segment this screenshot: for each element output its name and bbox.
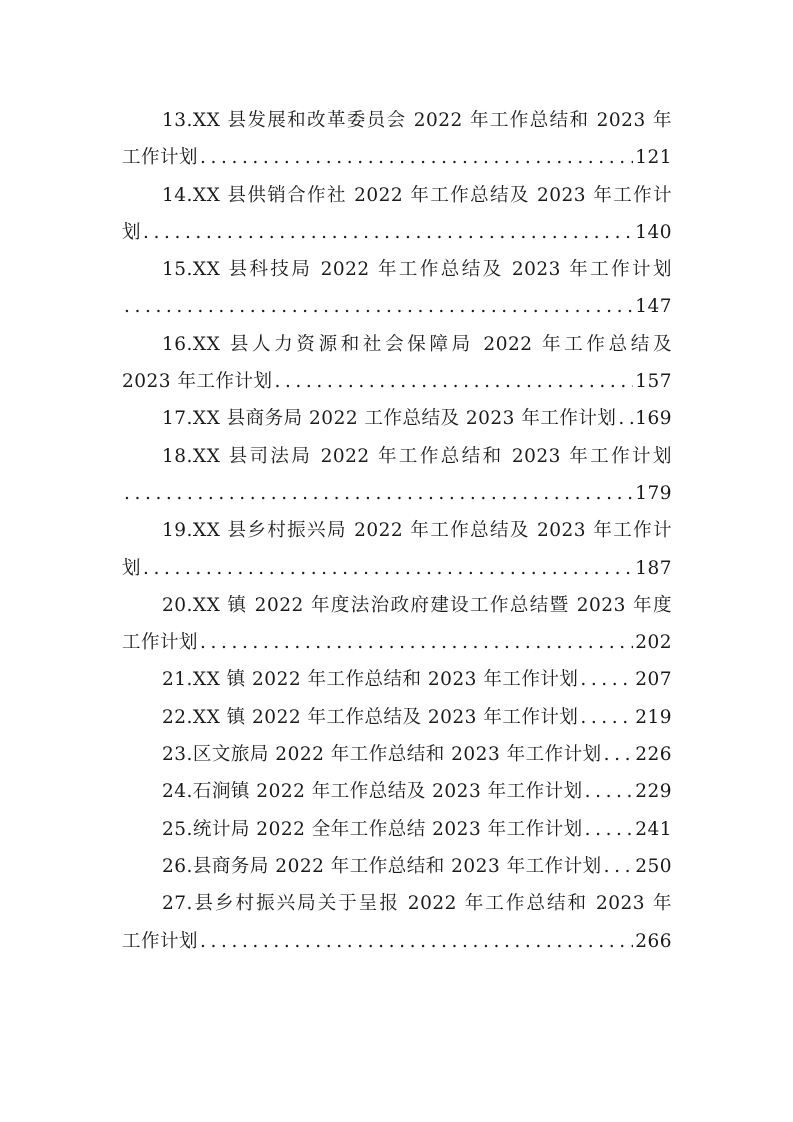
dot-leader xyxy=(143,214,633,251)
toc-entry-26[interactable] xyxy=(122,848,672,885)
dot-leader xyxy=(604,848,634,885)
toc-entry-title: 15.XX 县科技局 2022 年工作总结及 2023 年工作计划 xyxy=(162,259,672,281)
toc-page-number: 147 xyxy=(635,296,672,318)
toc-entry-title-cont: 工作计划 xyxy=(122,632,199,654)
toc-page-number: 226 xyxy=(635,744,672,766)
toc-entry-title: 25.统计局 2022 全年工作总结 2023 年工作计划 xyxy=(162,818,583,840)
toc-page-number: 250 xyxy=(635,855,672,877)
toc-entry-19[interactable] xyxy=(122,512,672,587)
toc-page-number: 140 xyxy=(635,221,672,243)
dot-leader xyxy=(604,736,634,773)
toc-entry-title-cont: 工作计划 xyxy=(122,147,199,169)
toc-entry-21[interactable] xyxy=(122,661,672,698)
toc-entry-20[interactable] xyxy=(122,587,672,662)
toc-page-number: 266 xyxy=(635,930,672,952)
dot-leader xyxy=(585,811,634,848)
toc-entry-23[interactable] xyxy=(122,736,672,773)
dot-leader xyxy=(124,288,633,325)
toc-entry-title: 24.石涧镇 2022 年工作总结及 2023 年工作计划 xyxy=(162,781,583,803)
dot-leader xyxy=(124,475,633,512)
toc-page-number: 121 xyxy=(635,147,672,169)
toc-entry-13[interactable] xyxy=(122,102,672,177)
toc-entry-16[interactable] xyxy=(122,326,672,401)
toc-page-number: 187 xyxy=(635,557,672,579)
toc-entry-title: 27.县乡村振兴局关于呈报 2022 年工作总结和 2023 年 xyxy=(162,893,672,915)
dot-leader xyxy=(200,624,633,661)
dot-leader xyxy=(618,400,633,437)
dot-leader xyxy=(200,139,633,176)
dot-leader xyxy=(580,661,633,698)
toc-entry-25[interactable] xyxy=(122,811,672,848)
toc-page-number: 241 xyxy=(635,818,672,840)
toc-entry-22[interactable] xyxy=(122,699,672,736)
toc-entry-title: 14.XX 县供销合作社 2022 年工作总结及 2023 年工作计 xyxy=(162,184,672,206)
toc-entry-title: 22.XX 镇 2022 年工作总结及 2023 年工作计划 xyxy=(162,706,579,728)
toc-entry-title-cont: 划 xyxy=(122,557,142,579)
toc-entry-15[interactable] xyxy=(122,251,672,326)
toc-entry-title: 13.XX 县发展和改革委员会 2022 年工作总结和 2023 年 xyxy=(162,110,672,131)
dot-leader xyxy=(200,923,633,960)
toc-entry-14[interactable] xyxy=(122,177,672,252)
toc-entry-title-cont: 2023 年工作计划 xyxy=(122,371,273,393)
toc-entry-18[interactable] xyxy=(122,438,672,513)
dot-leader xyxy=(274,363,633,400)
toc-page-number: 157 xyxy=(635,371,672,393)
toc-entry-title: 23.区文旅局 2022 年工作总结和 2023 年工作计划 xyxy=(162,744,602,766)
toc-entry-title: 21.XX 镇 2022 年工作总结和 2023 年工作计划 xyxy=(162,669,579,691)
toc-entry-27[interactable] xyxy=(122,885,672,960)
toc-page-number: 169 xyxy=(635,408,672,430)
dot-leader xyxy=(143,550,633,587)
toc-page-number: 207 xyxy=(635,669,672,691)
table-of-contents xyxy=(122,102,672,960)
toc-entry-title-cont: 工作计划 xyxy=(122,930,199,952)
toc-entry-17[interactable] xyxy=(122,400,672,437)
toc-entry-title: 17.XX 县商务局 2022 工作总结及 2023 年工作计划 xyxy=(162,408,617,430)
dot-leader xyxy=(580,699,633,736)
toc-entry-title: 26.县商务局 2022 年工作总结和 2023 年工作计划 xyxy=(162,855,602,877)
toc-entry-title: 16.XX 县人力资源和社会保障局 2022 年工作总结及 xyxy=(162,333,672,355)
toc-page-number: 229 xyxy=(635,781,672,803)
toc-page-number: 202 xyxy=(635,632,672,654)
toc-page-number: 179 xyxy=(635,482,672,504)
toc-entry-title: 18.XX 县司法局 2022 年工作总结和 2023 年工作计划 xyxy=(162,445,672,467)
toc-entry-title-cont: 划 xyxy=(122,221,142,243)
toc-entry-24[interactable] xyxy=(122,773,672,810)
toc-entry-title: 19.XX 县乡村振兴局 2022 年工作总结及 2023 年工作计 xyxy=(162,520,672,542)
toc-page-number: 219 xyxy=(635,706,672,728)
dot-leader xyxy=(585,773,634,810)
toc-entry-title: 20.XX 镇 2022 年度法治政府建设工作总结暨 2023 年度 xyxy=(162,594,672,616)
